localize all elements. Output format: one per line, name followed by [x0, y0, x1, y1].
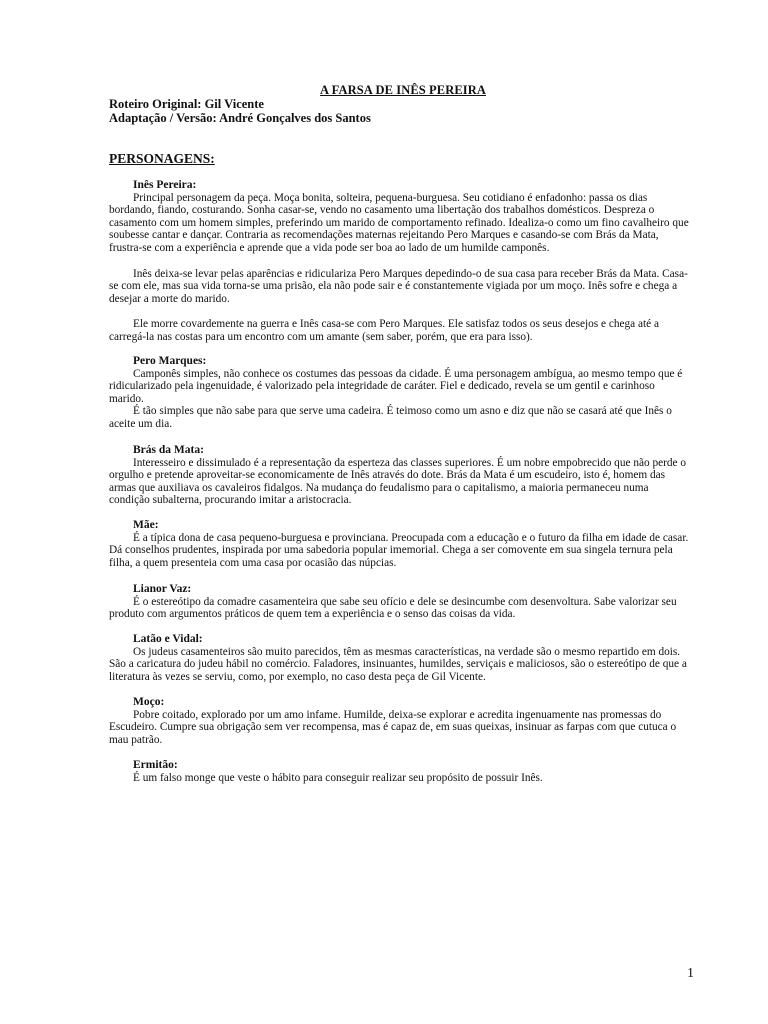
character-description: É tão simples que não sabe para que serve uma cadeira. É teimoso como um asno e diz que não se casará até que Inês o aceite um dia. [109, 405, 672, 430]
original-script-credit: Roteiro Original: Gil Vicente [109, 97, 264, 111]
adaptation-credit: Adaptação / Versão: André Gonçalves dos Santos [109, 111, 371, 125]
character-name: Mãe: [133, 519, 159, 531]
character-name: Lianor Vaz: [133, 583, 192, 595]
character-description: É a típica dona de casa pequeno-burguesa e provinciana. Preocupada com a educação e o futuro da filha em idade de casar. Dá conselhos prudentes, inspirada por uma sabedoria popular imemorial. Chega a ser comovente em sua singela ternura pela filha, a quem presenteia com uma casa por ocasião das núpcias. [109, 531, 689, 569]
character-name: Brás da Mata: [133, 444, 204, 456]
character-description: Camponês simples, não conhece os costumes das pessoas da cidade. É uma personagem ambígua, ao mesmo tempo que é ridicularizado pela ingenuidade, é valorizado pela integridade de caráter. Fiel e dedicado, revela se um gentil e carinhoso marido. [109, 367, 683, 405]
characters-heading: PERSONAGENS: [109, 151, 215, 166]
character-description: Interesseiro e dissimulado é a representação da esperteza das classes superiores. É um nobre empobrecido que não perde o orgulho e pretende aproveitar-se economicamente de Inês através do dote. Brás da Mata é um escudeiro, isto é, homem das armas que auxiliava os cavaleiros fidalgos. Na mudança do feudalismo para o capitalismo, a maioria permaneceu numa condição subalterna, procurando imitar a aristocracia. [109, 456, 687, 507]
character-block-latao-e-vidal [109, 633, 689, 683]
document-title: A FARSA DE INÊS PEREIRA [320, 83, 486, 97]
character-block-lianor-vaz [109, 583, 689, 621]
character-block-pero-marques [109, 355, 689, 431]
character-description: É o estereótipo da comadre casamenteira que sabe seu ofício e dele se desincumbe com desenvoltura. Sabe valorizar seu produto com argumentos práticos de quem tem a experiência e o senso das coisas da vida. [109, 595, 677, 621]
character-name: Inês Pereira: [133, 179, 197, 191]
character-block-mae [109, 519, 689, 569]
character-description: Inês deixa-se levar pelas aparências e ridiculariza Pero Marques depedindo-o de sua casa para receber Brás da Mata. Casa-se com ele, mas sua vida torna-se uma prisão, ela não pode sair e é constantemente vigiada por um moço. Inês sofre e chega a desejar a morte do marido. [109, 267, 688, 305]
page-number: 1 [687, 966, 694, 981]
character-description: Principal personagem da peça. Moça bonita, solteira, pequena-burguesa. Seu cotidiano é enfadonho: passa os dias bordando, fiando, costurando. Sonha casar-se, vendo no casamento uma libertação dos trabalhos domésticos. Despreza o casamento com um homem simples, preferindo um marido de comportamento refinado. Idealiza-o como um fino cavalheiro que soubesse cantar e dançar. Contraria as recomendações maternas rejeitando Pero Marques e casando-se com Brás da Mata, frustra-se com a experiência e aprende que a vida pode ser boa ao lado de um humilde camponês. [109, 191, 689, 254]
character-block-bras-da-mata [109, 444, 689, 507]
character-description: Ele morre covardemente na guerra e Inês casa-se com Pero Marques. Ele satisfaz todos os seus desejos e chega até a carregá-la nas costas para um encontro com um amante (sem saber, porém, que era para isso). [109, 318, 660, 343]
character-block-ermitao [109, 759, 689, 784]
character-name: Latão e Vidal: [133, 633, 203, 645]
character-name: Moço: [133, 696, 165, 708]
character-name: Ermitão: [133, 759, 178, 771]
character-name: Pero Marques: [133, 355, 207, 367]
character-block-ines-pereira [109, 179, 689, 344]
character-description: Os judeus casamenteiros são muito parecidos, têm as mesmas características, na verdade são o mesmo repartido em dois. São a caricatura do judeu hábil no comércio. Faladores, insinuantes, humildes, serviçais e maliciosos, são o estereótipo de que a literatura às vezes se serviu, como, por exemplo, no caso desta peça de Gil Vicente. [109, 645, 687, 683]
character-block-moco [109, 696, 689, 746]
character-description: Pobre coitado, explorado por um amo infame. Humilde, deixa-se explorar e acredita ingenuamente nas promessas do Escudeiro. Cumpre sua obrigação sem ver recompensa, mas é capaz de, em suas queixas, insinuar as farpas com que cutuca o mau patrão. [109, 708, 677, 746]
character-description: É um falso monge que veste o hábito para conseguir realizar seu propósito de possuir Inês. [133, 771, 543, 784]
